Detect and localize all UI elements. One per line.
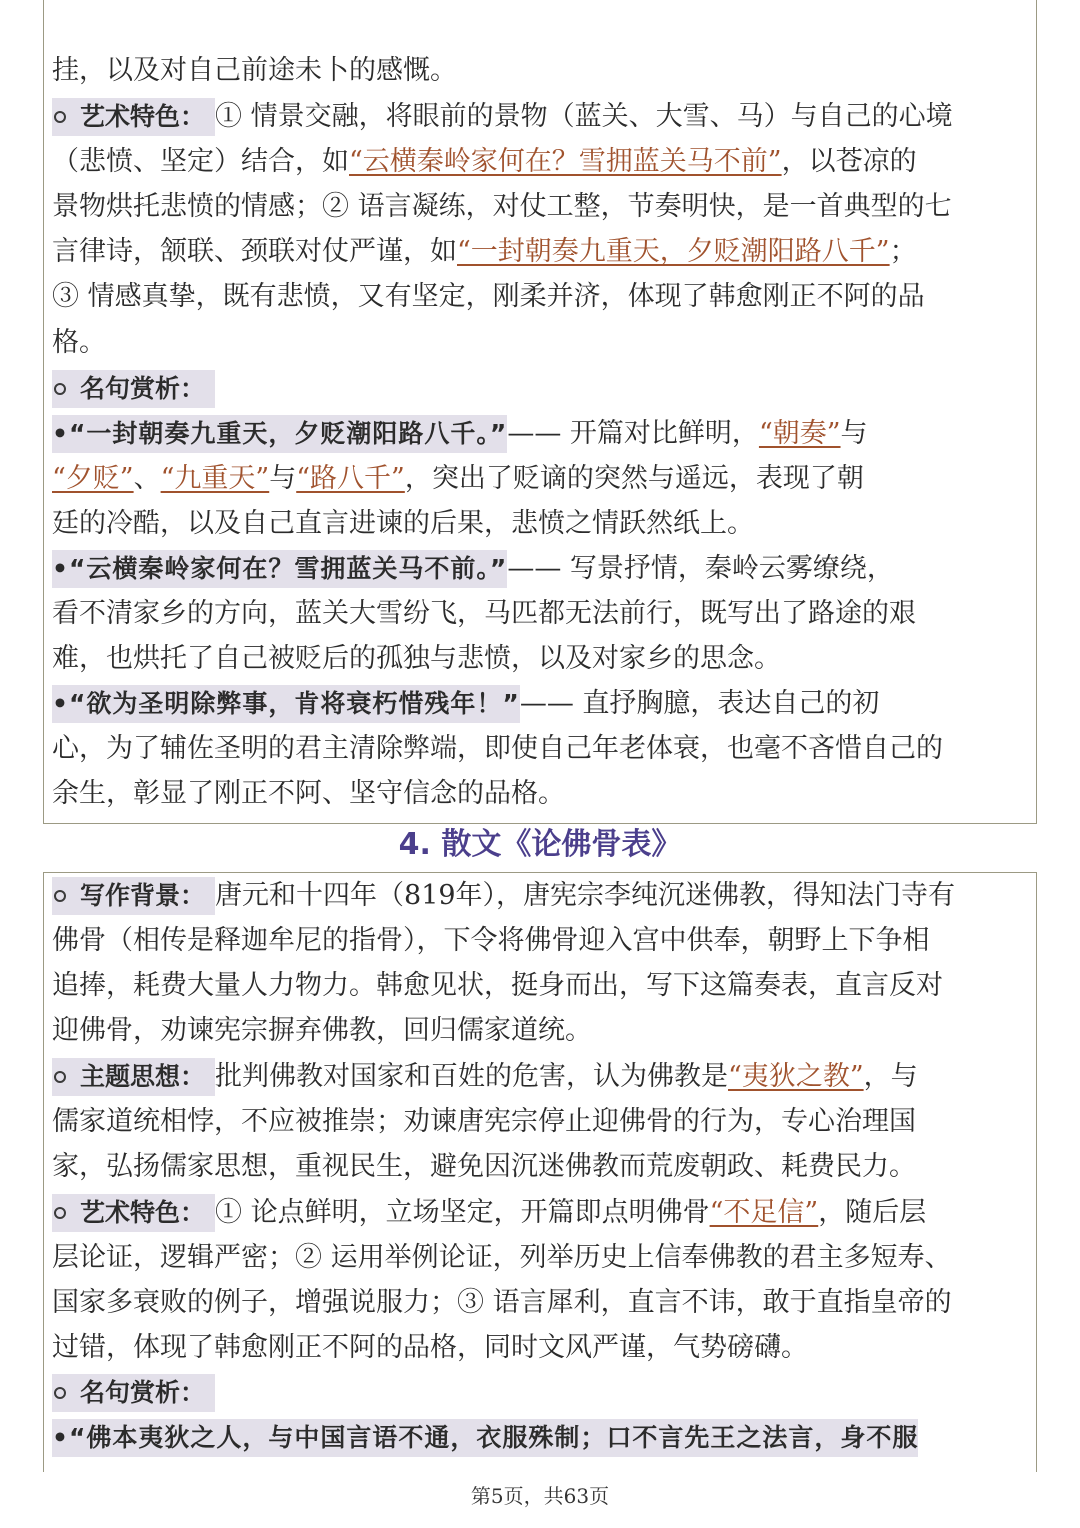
background-label: 写作背景： [52,877,215,915]
text-line: 廷的冷酷，以及自己直言进谏的后果，悲愤之情跃然纸上。 [52,508,754,539]
text-line: 主题思想： 批判佛教对国家和百姓的危害，认为佛教是“夷狄之教”，与 [52,1054,1032,1100]
text-line: 追捧，耗费大量人力物力。韩愈见状，挺身而出，写下这篇奏表，直言反对 [52,970,943,1001]
circle-bullet-icon [54,1387,66,1399]
famous-line-quote: •“一封朝奏九重天，夕贬潮阳路八千。” [52,415,507,453]
text-line: 心，为了辅佐圣明的君主清除弊端，即使自己年老体衰，也毫不吝惜自己的 [52,733,943,764]
text-line: 佛骨（相传是释迦牟尼的指骨），下令将佛骨迎入宫中供奉，朝野上下争相 [52,925,930,956]
text-line: “夕贬”、“九重天”与“路八千”，突出了贬谪的突然与遥远，表现了朝 [52,463,864,494]
text-line: 迎佛骨，劝谏宪宗摒弃佛教，回归儒家道统。 [52,1015,592,1046]
text-line: •“欲为圣明除弊事，肯将衰朽惜残年！”—— 直抒胸臆，表达自己的初 [52,681,1032,727]
highlight-quote: “朝奏” [758,418,841,449]
text-line: 挂，以及对自己前途未卜的感慨。 [52,55,457,86]
art-feature-label: 艺术特色： [52,1194,215,1232]
text-line: 家，弘扬儒家思想，重视民生，避免因沉迷佛教而荒废朝政、耗费民力。 [52,1151,916,1182]
text-line: 写作背景： 唐元和十四年（819年），唐宪宗李纯沉迷佛教，得知法门寺有 [52,873,1032,919]
highlight-quote: “一封朝奏九重天，夕贬潮阳路八千” [457,236,890,267]
circle-bullet-icon [54,890,66,902]
famous-line-quote: •“佛本夷狄之人，与中国言语不通，衣服殊制；口不言先王之法言，身不服 [52,1419,918,1457]
text-line: 层论证，逻辑严密；② 运用举例论证，列举历史上信奉佛教的君主多短寿、 [52,1242,952,1273]
famous-line-quote: •“云横秦岭家何在？雪拥蓝关马不前。” [52,550,507,588]
text-line: （悲愤、坚定）结合，如“云横秦岭家何在？雪拥蓝关马不前”，以苍凉的 [52,146,917,177]
circle-bullet-icon [54,111,66,123]
famous-lines-label: 名句赏析： [52,1374,215,1412]
page-footer: 第5页，共63页 [470,1484,610,1508]
text-line: 景物烘托悲愤的情感；② 语言凝练，对仗工整，节奏明快，是一首典型的七 [52,191,952,222]
text-line: 格。 [52,327,106,358]
circle-bullet-icon [54,383,66,395]
text-line: 难，也烘托了自己被贬后的孤独与悲愤，以及对家乡的思念。 [52,643,781,674]
section-heading: 4. 散文《论佛骨表》 [398,827,682,862]
highlight-quote: “夷狄之教” [728,1061,864,1092]
text-line: 艺术特色： ① 论点鲜明，立场坚定，开篇即点明佛骨“不足信”，随后层 [52,1190,1032,1236]
text-line: 过错，体现了韩愈刚正不阿的品格，同时文风严谨，气势磅礴。 [52,1332,808,1363]
highlight-quote: “夕贬” [52,463,134,494]
theme-label: 主题思想： [52,1058,215,1096]
text-line: 艺术特色： ① 情景交融，将眼前的景物（蓝关、大雪、马）与自己的心境 [52,94,1032,140]
highlight-quote: “九重天” [160,463,270,494]
highlight-quote: “不足信” [709,1197,819,1228]
text-line: 国家多衰败的例子，增强说服力；③ 语言犀利，直言不讳，敢于直指皇帝的 [52,1287,952,1318]
circle-bullet-icon [54,1071,66,1083]
text-line [52,366,1032,412]
highlight-quote: “路八千” [296,463,405,494]
text-line: 余生，彰显了刚正不阿、坚守信念的品格。 [52,778,565,809]
text-line: 儒家道统相悖，不应被推崇；劝谏唐宪宗停止迎佛骨的行为，专心治理国 [52,1106,916,1137]
highlight-quote: “云横秦岭家何在？雪拥蓝关马不前” [349,146,782,177]
circle-bullet-icon [54,1207,66,1219]
text-line: 言律诗，颔联、颈联对仗严谨，如“一封朝奏九重天，夕贬潮阳路八千”； [52,236,917,267]
text-line [52,1370,1032,1416]
text-line: •“一封朝奏九重天，夕贬潮阳路八千。”—— 开篇对比鲜明，“朝奏”与 [52,411,1032,457]
text-line: 看不清家乡的方向，蓝关大雪纷飞，马匹都无法前行，既写出了路途的艰 [52,598,916,629]
text-line: ③ 情感真挚，既有悲愤，又有坚定，刚柔并济，体现了韩愈刚正不阿的品 [52,281,925,312]
famous-lines-label: 名句赏析： [52,370,215,408]
famous-line-quote: •“欲为圣明除弊事，肯将衰朽惜残年！” [52,685,520,723]
text-line [52,1415,1032,1461]
art-feature-label: 艺术特色： [52,98,215,136]
text-line: •“云横秦岭家何在？雪拥蓝关马不前。”—— 写景抒情，秦岭云雾缭绕， [52,546,1032,592]
